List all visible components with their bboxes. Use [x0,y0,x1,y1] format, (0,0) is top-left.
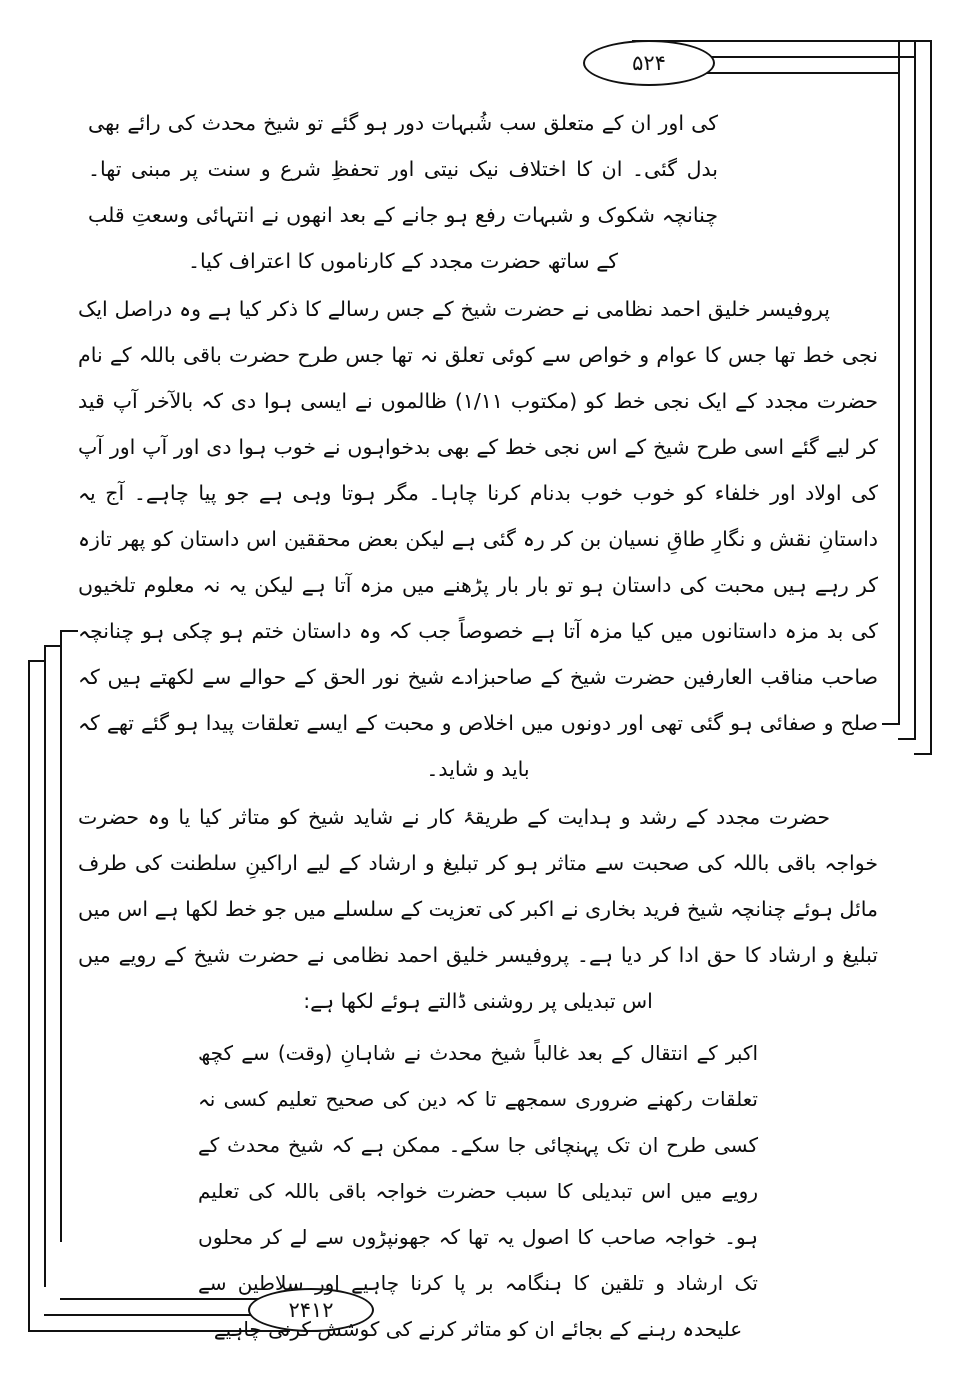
frame-line-left-outer [28,660,30,1332]
frame-corner-stub-left-middle [44,645,62,647]
frame-line-right-inner [898,40,900,725]
frame-corner-stub-right-middle [898,738,916,740]
frame-line-right-outer [930,40,932,755]
paragraph-three: حضرت مجدد کے رشد و ہدایت کے طریقۂ کار نے شاید شیخ کو متاثر کیا یا وہ حضرت خواجہ باقی باللہ کی صحبت سے متاثر ہو کر تبلیغ و ارشاد کے لیے اراکینِ سلطنت کی طرف مائل ہوئے چنانچہ شیخ فرید بخاری نے اکبر کی تعزیت کے سلسلے میں جو خط لکھا ہے اس میں تبلیغ و ارشاد کا حق ادا کر دیا ہے۔ پروفیسر خلیق احمد نظامی نے حضرت شیخ کے رویے میں اس تبدیلی پر روشنی ڈالتے ہوئے لکھا ہے: [78,805,878,1013]
page-body [78,100,878,1352]
frame-line-right-middle [914,40,916,740]
frame-corner-stub-left-inner [60,630,78,632]
paragraph-two: پروفیسر خلیق احمد نظامی نے حضرت شیخ کے جس رسالے کا ذکر کیا ہے وہ دراصل ایک نجی خط تھا جس کا عوام و خواص سے کوئی تعلق نہ تھا جس طرح حضرت باقی باللہ کے نام حضرت مجدد کے ایک نجی خط کو (مکتوب ۱/۱۱) ظالموں نے ایسی ہوا دی کہ بالآخر آپ قید کر لیے گئے اسی طرح شیخ کے اس نجی خط کے بھی بدخواہوں نے خوب ہوا دی اور آپ اور آپ کی اولاد اور خلفاء کو خوب خوب بدنام کرنا چاہا۔ مگر ہوتا وہی ہے جو پیا چاہے۔ آج یہ داستانِ نقش و نگارِ طاقِ نسیان بن کر رہ گئی ہے لیکن بعض محققین اس داستان کو پھر تازہ کر رہے ہیں محبت کی داستان ہو تو بار بار پڑھنے میں مزہ آتا ہے لیکن یہ نہ معلوم تلخیوں کی بد مزہ داستانوں میں کیا مزہ آتا ہے خصوصاً جب کہ وہ داستان ختم ہو چکی ہو چنانچہ صاحب مناقب العارفین حضرت شیخ کے صاحبزادے شیخ نور الحق کے حوالے سے لکھتے ہیں کہ صلح و صفائی ہو گئی تھی اور دونوں میں اخلاص و محبت کے ایسے تعلقات پیدا ہو گئے تھے کہ باید و شاید۔ [78,297,878,781]
frame-corner-stub-right-inner [882,723,900,725]
frame-corner-stub-left-outer [28,660,46,662]
frame-line-left-inner [60,630,62,1242]
frame-corner-stub-right-outer [914,753,932,755]
frame-line-left-middle [44,645,46,1287]
page-number-bottom: ۲۴۱۲ [248,1288,374,1332]
block-quote: اکبر کے انتقال کے بعد غالباً شیخ محدث نے شاہانِ (وقت) سے کچھ تعلقات رکھنے ضروری سمجھے تا کہ دین کی صحیح تعلیم کسی نہ کسی طرح ان تک پہنچائی جا سکے۔ ممکن ہے کہ شیخ محدث کے رویے میں اس تبدیلی کا سبب حضرت خواجہ باقی باللہ کی تعلیم ہو۔ خواجہ صاحب کا اصول یہ تھا کہ جھونپڑوں سے لے کر محلوں تک ارشاد و تلقین کا ہنگامہ بر پا کرنا چاہیے اور سلاطین سے علیحدہ رہنے کے بجائے ان کو متاثر کرنے کی کوشش کرنی چاہیے [198,1041,758,1341]
paragraph-continuation: کی اور ان کے متعلق سب شُبہات دور ہو گئے تو شیخ محدث کی رائے بھی بدل گئی۔ ان کا اختلاف نیک نیتی اور تحفظِ شرع و سنت پر مبنی تھا۔ چنانچہ شکوک و شبہات رفع ہو جانے کے بعد انھوں نے انتہائی وسعتِ قلب کے ساتھ حضرت مجدد کے کارناموں کا اعتراف کیا۔ [88,111,718,273]
page-number-top: ۵۲۴ [583,40,715,86]
